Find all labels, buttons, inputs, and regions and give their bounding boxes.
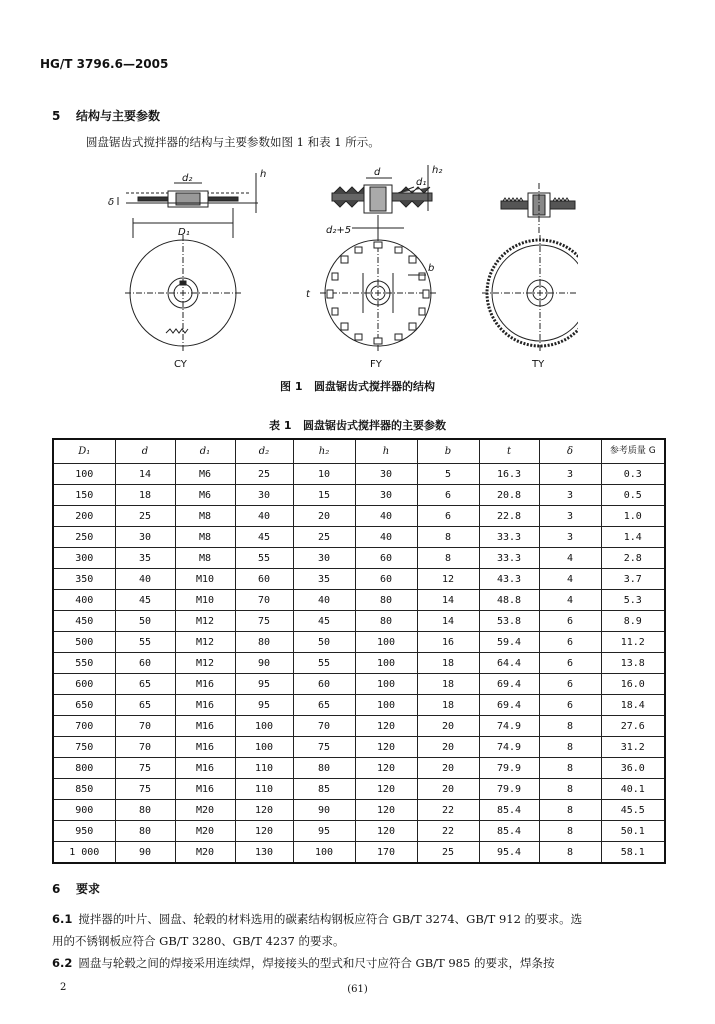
table-cell: 6 bbox=[417, 506, 479, 527]
table-cell: 1.0 bbox=[601, 506, 665, 527]
table-cell: M12 bbox=[175, 611, 235, 632]
table-cell: 50.1 bbox=[601, 821, 665, 842]
table-row bbox=[53, 506, 665, 527]
table-cell: 110 bbox=[235, 779, 293, 800]
table-cell: M8 bbox=[175, 506, 235, 527]
clause-6-1-line-2: 用的不锈钢板应符合 GB/T 3280、GB/T 4237 的要求。 bbox=[52, 934, 345, 948]
table-cell: 45.5 bbox=[601, 800, 665, 821]
table-cell: 69.4 bbox=[479, 695, 539, 716]
table-cell: 16 bbox=[417, 632, 479, 653]
table-cell: 18.4 bbox=[601, 695, 665, 716]
table-cell: 30 bbox=[235, 485, 293, 506]
table-cell: M6 bbox=[175, 464, 235, 485]
table-cell: 95.4 bbox=[479, 842, 539, 864]
table-cell: 22.8 bbox=[479, 506, 539, 527]
table-cell: 75 bbox=[115, 779, 175, 800]
table-cell: M16 bbox=[175, 758, 235, 779]
page-number: 2 bbox=[60, 982, 67, 993]
table-cell: 20 bbox=[417, 716, 479, 737]
table-cell: 64.4 bbox=[479, 653, 539, 674]
table-cell: 65 bbox=[115, 695, 175, 716]
table-row bbox=[53, 464, 665, 485]
fy-front-view bbox=[320, 235, 436, 351]
table-cell: 60 bbox=[115, 653, 175, 674]
table-row bbox=[53, 737, 665, 758]
figure-1-drawing bbox=[108, 163, 578, 373]
table-cell: 0.3 bbox=[601, 464, 665, 485]
table-cell: 6 bbox=[539, 695, 601, 716]
table-cell: 8 bbox=[539, 800, 601, 821]
table-cell: 45 bbox=[293, 611, 355, 632]
table-cell: 170 bbox=[355, 842, 417, 864]
table-cell: 70 bbox=[293, 716, 355, 737]
label-d: d bbox=[374, 167, 381, 178]
table-cell: 750 bbox=[53, 737, 115, 758]
table-cell: 50 bbox=[115, 611, 175, 632]
table-cell: M16 bbox=[175, 674, 235, 695]
standard-code: HG/T 3796.6—2005 bbox=[40, 57, 169, 71]
table-cell: 100 bbox=[355, 632, 417, 653]
label-d2-plus-5: d₂+5 bbox=[326, 225, 352, 236]
table-cell: 250 bbox=[53, 527, 115, 548]
table-cell: 40 bbox=[293, 590, 355, 611]
table-row bbox=[53, 653, 665, 674]
table-cell: 120 bbox=[355, 800, 417, 821]
table-cell: 13.8 bbox=[601, 653, 665, 674]
table-cell: M10 bbox=[175, 569, 235, 590]
table-cell: 50 bbox=[293, 632, 355, 653]
table-row bbox=[53, 800, 665, 821]
label-b: b bbox=[428, 263, 435, 274]
column-header: b bbox=[417, 439, 479, 464]
section-5-title: 结构与主要参数 bbox=[76, 109, 161, 123]
table-cell: 8 bbox=[417, 548, 479, 569]
table-cell: 120 bbox=[355, 821, 417, 842]
table-cell: M20 bbox=[175, 842, 235, 864]
section-6-number: 6 bbox=[52, 882, 61, 896]
table-cell: 80 bbox=[235, 632, 293, 653]
table-cell: 600 bbox=[53, 674, 115, 695]
table-cell: 130 bbox=[235, 842, 293, 864]
table-cell: 60 bbox=[355, 569, 417, 590]
label-h2: h₂ bbox=[432, 165, 443, 176]
column-header: 参考质量 G bbox=[601, 439, 665, 464]
table-cell: 30 bbox=[355, 485, 417, 506]
table-cell: 8 bbox=[417, 527, 479, 548]
table-cell: 95 bbox=[235, 695, 293, 716]
table-cell: 85.4 bbox=[479, 821, 539, 842]
figure-1-caption bbox=[0, 378, 715, 394]
table-cell: 14 bbox=[417, 590, 479, 611]
table-cell: 55 bbox=[235, 548, 293, 569]
table-cell: 30 bbox=[293, 548, 355, 569]
section-5-number: 5 bbox=[52, 109, 61, 123]
table-cell: 500 bbox=[53, 632, 115, 653]
table-cell: 60 bbox=[293, 674, 355, 695]
table-1-caption bbox=[0, 417, 715, 433]
table-cell: 20.8 bbox=[479, 485, 539, 506]
table-cell: 74.9 bbox=[479, 716, 539, 737]
table-row bbox=[53, 779, 665, 800]
table-cell: 3.7 bbox=[601, 569, 665, 590]
table-cell: 100 bbox=[235, 716, 293, 737]
table-cell: 35 bbox=[293, 569, 355, 590]
table-cell: 20 bbox=[417, 758, 479, 779]
table-1-caption-number: 表 1 bbox=[269, 419, 292, 432]
label-delta: δ bbox=[108, 197, 115, 208]
table-cell: 18 bbox=[115, 485, 175, 506]
table-cell: 79.9 bbox=[479, 779, 539, 800]
table-cell: 6 bbox=[539, 674, 601, 695]
table-cell: 40 bbox=[355, 527, 417, 548]
figure-1-caption-number: 图 1 bbox=[280, 380, 303, 393]
table-cell: 55 bbox=[115, 632, 175, 653]
table-cell: 700 bbox=[53, 716, 115, 737]
table-cell: 18 bbox=[417, 653, 479, 674]
table-cell: 48.8 bbox=[479, 590, 539, 611]
table-cell: 6 bbox=[539, 611, 601, 632]
table-cell: 100 bbox=[355, 653, 417, 674]
table-cell: 40 bbox=[355, 506, 417, 527]
table-cell: 550 bbox=[53, 653, 115, 674]
table-cell: 120 bbox=[235, 821, 293, 842]
table-cell: 90 bbox=[115, 842, 175, 864]
column-header: D₁ bbox=[53, 439, 115, 464]
table-cell: M16 bbox=[175, 779, 235, 800]
table-cell: 79.9 bbox=[479, 758, 539, 779]
table-cell: 15 bbox=[293, 485, 355, 506]
table-row bbox=[53, 842, 665, 864]
table-cell: 58.1 bbox=[601, 842, 665, 864]
table-cell: 8.9 bbox=[601, 611, 665, 632]
view-label-cy: CY bbox=[174, 359, 187, 370]
table-cell: 120 bbox=[355, 758, 417, 779]
label-d1: d₁ bbox=[416, 177, 427, 188]
table-row bbox=[53, 758, 665, 779]
clause-6-2-number: 6.2 bbox=[52, 956, 73, 970]
table-cell: 100 bbox=[355, 674, 417, 695]
column-header: d₂ bbox=[235, 439, 293, 464]
table-cell: 900 bbox=[53, 800, 115, 821]
table-cell: 85 bbox=[293, 779, 355, 800]
table-cell: 30 bbox=[355, 464, 417, 485]
table-cell: 33.3 bbox=[479, 548, 539, 569]
table-cell: 40 bbox=[235, 506, 293, 527]
label-h: h bbox=[260, 169, 267, 180]
table-cell: 70 bbox=[115, 716, 175, 737]
table-cell: 25 bbox=[235, 464, 293, 485]
table-cell: 100 bbox=[355, 695, 417, 716]
table-cell: 36.0 bbox=[601, 758, 665, 779]
section-6-1 bbox=[52, 908, 672, 974]
table-cell: 6 bbox=[539, 632, 601, 653]
table-cell: 110 bbox=[235, 758, 293, 779]
table-cell: M12 bbox=[175, 632, 235, 653]
table-cell: 33.3 bbox=[479, 527, 539, 548]
table-cell: 25 bbox=[293, 527, 355, 548]
table-cell: 20 bbox=[417, 779, 479, 800]
table-cell: 31.2 bbox=[601, 737, 665, 758]
table-cell: 25 bbox=[417, 842, 479, 864]
section-6-title: 要求 bbox=[76, 882, 101, 896]
table-cell: 300 bbox=[53, 548, 115, 569]
table-cell: 25 bbox=[115, 506, 175, 527]
figure-1-caption-text: 圆盘锯齿式搅拌器的结构 bbox=[313, 380, 435, 393]
table-cell: M16 bbox=[175, 695, 235, 716]
column-header: d bbox=[115, 439, 175, 464]
table-cell: 350 bbox=[53, 569, 115, 590]
table-cell: 95 bbox=[293, 821, 355, 842]
table-cell: 40 bbox=[115, 569, 175, 590]
table-cell: 85.4 bbox=[479, 800, 539, 821]
table-cell: 59.4 bbox=[479, 632, 539, 653]
ty-side-view bbox=[501, 183, 575, 235]
table-cell: 45 bbox=[235, 527, 293, 548]
table-cell: 80 bbox=[355, 611, 417, 632]
parameters-table bbox=[52, 438, 666, 864]
table-cell: 4 bbox=[539, 548, 601, 569]
table-cell: 6 bbox=[539, 653, 601, 674]
table-cell: 8 bbox=[539, 716, 601, 737]
table-cell: 12 bbox=[417, 569, 479, 590]
table-cell: 150 bbox=[53, 485, 115, 506]
table-cell: M8 bbox=[175, 548, 235, 569]
table-cell: M20 bbox=[175, 821, 235, 842]
table-cell: 70 bbox=[115, 737, 175, 758]
table-cell: 30 bbox=[115, 527, 175, 548]
table-cell: 120 bbox=[355, 737, 417, 758]
section-5-heading bbox=[52, 107, 160, 124]
table-cell: M20 bbox=[175, 800, 235, 821]
table-cell: 6 bbox=[417, 485, 479, 506]
column-header: d₁ bbox=[175, 439, 235, 464]
table-cell: 16.3 bbox=[479, 464, 539, 485]
ty-front-view bbox=[482, 235, 578, 351]
table-row bbox=[53, 569, 665, 590]
table-cell: 8 bbox=[539, 842, 601, 864]
table-cell: 950 bbox=[53, 821, 115, 842]
table-cell: 75 bbox=[235, 611, 293, 632]
table-cell: 8 bbox=[539, 737, 601, 758]
clause-6-1-number: 6.1 bbox=[52, 912, 73, 926]
table-cell: 100 bbox=[53, 464, 115, 485]
table-cell: 80 bbox=[115, 821, 175, 842]
clause-6-1-line-1: 搅拌器的叶片、圆盘、轮毂的材料选用的碳素结构钢板应符合 GB/T 3274、GB/T 912 的要求。选 bbox=[78, 912, 583, 926]
table-cell: 800 bbox=[53, 758, 115, 779]
table-row bbox=[53, 695, 665, 716]
table-row bbox=[53, 485, 665, 506]
table-cell: 70 bbox=[235, 590, 293, 611]
table-cell: 850 bbox=[53, 779, 115, 800]
column-header: δ bbox=[539, 439, 601, 464]
table-cell: M16 bbox=[175, 737, 235, 758]
page-number-center: (61) bbox=[347, 984, 368, 995]
table-cell: 45 bbox=[115, 590, 175, 611]
table-cell: 100 bbox=[293, 842, 355, 864]
table-cell: 400 bbox=[53, 590, 115, 611]
table-cell: 4 bbox=[539, 569, 601, 590]
table-cell: 69.4 bbox=[479, 674, 539, 695]
table-cell: M12 bbox=[175, 653, 235, 674]
table-cell: 18 bbox=[417, 674, 479, 695]
table-cell: 16.0 bbox=[601, 674, 665, 695]
table-cell: 74.9 bbox=[479, 737, 539, 758]
table-cell: 11.2 bbox=[601, 632, 665, 653]
table-cell: 80 bbox=[293, 758, 355, 779]
table-cell: 43.3 bbox=[479, 569, 539, 590]
table-cell: 200 bbox=[53, 506, 115, 527]
table-cell: 90 bbox=[293, 800, 355, 821]
section-5-intro: 圆盘锯齿式搅拌器的结构与主要参数如图 1 和表 1 所示。 bbox=[86, 135, 380, 149]
table-cell: 40.1 bbox=[601, 779, 665, 800]
table-cell: 22 bbox=[417, 821, 479, 842]
clause-6-2-line-1: 圆盘与轮毂之间的焊接采用连续焊，焊接接头的型式和尺寸应符合 GB/T 985 的要求，焊条按 bbox=[78, 956, 555, 970]
table-cell: 1 000 bbox=[53, 842, 115, 864]
table-cell: 27.6 bbox=[601, 716, 665, 737]
view-label-ty: TY bbox=[532, 359, 545, 370]
table-cell: 55 bbox=[293, 653, 355, 674]
table-cell: 53.8 bbox=[479, 611, 539, 632]
table-cell: 2.8 bbox=[601, 548, 665, 569]
table-cell: 80 bbox=[115, 800, 175, 821]
table-row bbox=[53, 548, 665, 569]
table-cell: M8 bbox=[175, 527, 235, 548]
column-header: h bbox=[355, 439, 417, 464]
table-cell: M16 bbox=[175, 716, 235, 737]
table-header-row bbox=[53, 439, 665, 464]
table-cell: 60 bbox=[235, 569, 293, 590]
table-row bbox=[53, 674, 665, 695]
table-cell: 5 bbox=[417, 464, 479, 485]
table-cell: 120 bbox=[355, 716, 417, 737]
column-header: h₂ bbox=[293, 439, 355, 464]
table-cell: 1.4 bbox=[601, 527, 665, 548]
table-cell: 8 bbox=[539, 758, 601, 779]
table-cell: 14 bbox=[115, 464, 175, 485]
table-cell: 10 bbox=[293, 464, 355, 485]
section-6-heading bbox=[52, 880, 100, 897]
table-cell: 3 bbox=[539, 506, 601, 527]
table-cell: 80 bbox=[355, 590, 417, 611]
table-cell: 20 bbox=[293, 506, 355, 527]
table-cell: 0.5 bbox=[601, 485, 665, 506]
label-D1: D₁ bbox=[178, 227, 190, 238]
table-row bbox=[53, 716, 665, 737]
table-cell: 3 bbox=[539, 527, 601, 548]
table-cell: 22 bbox=[417, 800, 479, 821]
table-cell: 3 bbox=[539, 464, 601, 485]
table-cell: 90 bbox=[235, 653, 293, 674]
table-cell: 75 bbox=[115, 758, 175, 779]
table-row bbox=[53, 821, 665, 842]
table-cell: 18 bbox=[417, 695, 479, 716]
label-t: t bbox=[306, 289, 310, 300]
table-cell: 14 bbox=[417, 611, 479, 632]
table-1-caption-text: 圆盘锯齿式搅拌器的主要参数 bbox=[302, 419, 446, 432]
table-cell: 20 bbox=[417, 737, 479, 758]
view-label-fy: FY bbox=[370, 359, 382, 370]
table-cell: 120 bbox=[355, 779, 417, 800]
table-cell: 5.3 bbox=[601, 590, 665, 611]
label-d2: d₂ bbox=[182, 173, 193, 184]
table-cell: M6 bbox=[175, 485, 235, 506]
table-cell: 65 bbox=[115, 674, 175, 695]
table-cell: 60 bbox=[355, 548, 417, 569]
table-cell: 95 bbox=[235, 674, 293, 695]
table-cell: 4 bbox=[539, 590, 601, 611]
table-cell: 8 bbox=[539, 779, 601, 800]
table-cell: 75 bbox=[293, 737, 355, 758]
table-row bbox=[53, 611, 665, 632]
table-row bbox=[53, 527, 665, 548]
table-cell: 450 bbox=[53, 611, 115, 632]
table-cell: 35 bbox=[115, 548, 175, 569]
table-cell: 8 bbox=[539, 821, 601, 842]
table-row bbox=[53, 590, 665, 611]
table-cell: 650 bbox=[53, 695, 115, 716]
table-cell: M10 bbox=[175, 590, 235, 611]
table-cell: 120 bbox=[235, 800, 293, 821]
table-row bbox=[53, 632, 665, 653]
column-header: t bbox=[479, 439, 539, 464]
table-cell: 3 bbox=[539, 485, 601, 506]
table-cell: 65 bbox=[293, 695, 355, 716]
table-cell: 100 bbox=[235, 737, 293, 758]
cy-front-view bbox=[125, 235, 241, 351]
